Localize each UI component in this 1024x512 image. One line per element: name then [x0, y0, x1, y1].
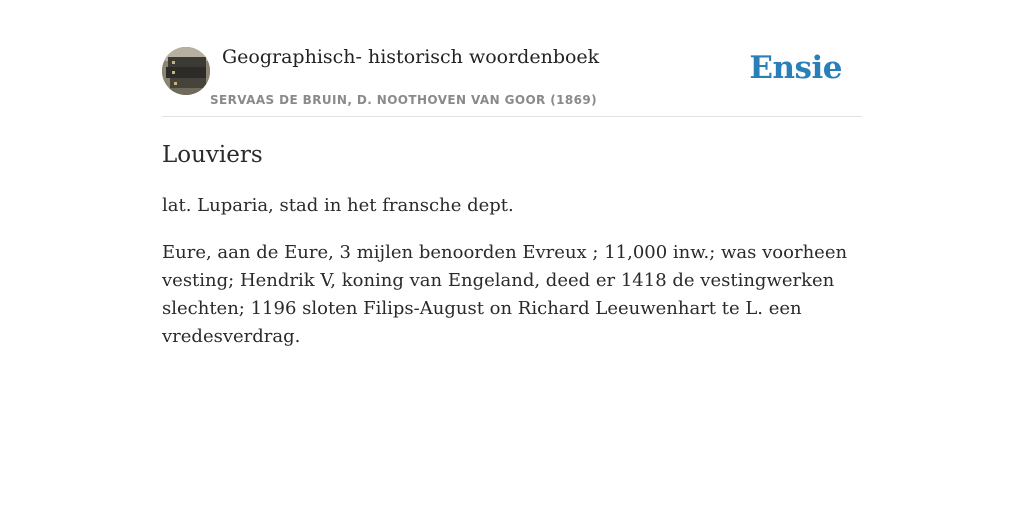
- book-title[interactable]: Geographisch- historisch woordenboek: [222, 46, 600, 68]
- entry-paragraph: Eure, aan de Eure, 3 mijlen benoorden Evreux ; 11,000 inw.; was voorheen vesting; Hendrik V, koning van Engeland, deed er 1418 de vestingwerken slechten; 1196 sloten Filips-August on Richard Leeuwenhart te L. een vredesverdrag.: [162, 242, 848, 347]
- book-cover-icon: [162, 47, 210, 95]
- entry-title: Louviers: [162, 142, 263, 168]
- entry-paragraph: lat. Luparia, stad in het fransche dept.: [162, 195, 514, 216]
- entry-content: [162, 138, 862, 351]
- book-cover-avatar[interactable]: [162, 47, 210, 95]
- brand-logo-link[interactable]: Ensie: [749, 50, 842, 86]
- book-header: [162, 36, 862, 117]
- book-author: SERVAAS DE BRUIN, D. NOOTHOVEN VAN GOOR (1869): [210, 93, 598, 107]
